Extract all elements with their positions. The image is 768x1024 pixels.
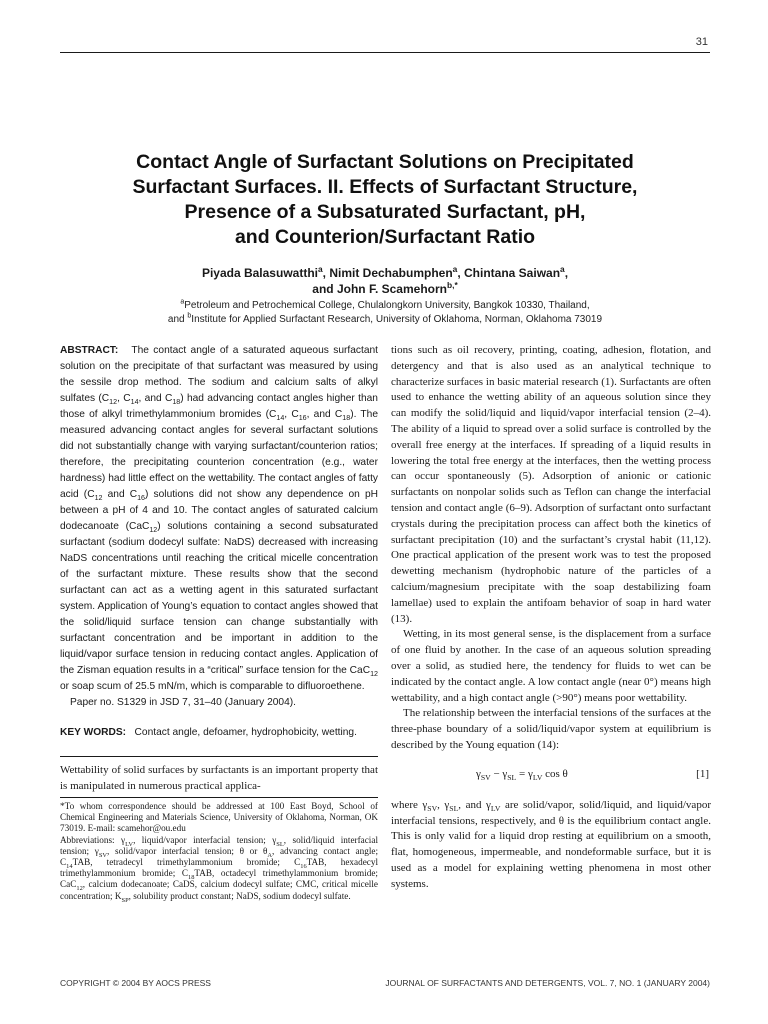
abbreviations-footnote: Abbreviations: $\gamma_{LV}$, liquid/vapor interfacial tension; $\gamma_{SL}$, solid/liquid interfacial tension; $\gamma_{SV}$, solid/vapor interfacial tension; θ or $\theta_A$, advancing contact angle; $C_{14}TAB$, tetradecyl trimethylammonium bromide; $C_{16}TAB$, hexadecyl trimethylammonium bromide; $C_{18}TAB$, octadecyl trimethylammonium bromide; CaC$_{12}$, calcium dodecanoate; CaDS, calcium dodecyl sulfate; CMC, critical micelle concentration; $K_{SP}$, solubility product constant; NaDS, sodium dodecyl sulfate.: [60, 834, 379, 904]
body-paragraph: The relationship between the interfacial tensions of the surfaces at the three-phase boundary of a solid/liquid/vapor system at equilibrium is described by the Young equation (14):: [391, 707, 711, 751]
correspondence-footnote: *To whom correspondence should be addressed at 100 East Boyd, School of Chemical Engineering and Materials Science, University of Oklahoma, Norman, OK 73019. E-mail: scamehor@ou.edu: [60, 801, 378, 834]
intro-paragraph: Wettability of solid surfaces by surfactants is an important property that is manipulated in numerous practical applica-: [60, 764, 378, 792]
article-title: [60, 150, 710, 250]
equation-number: [1]: [696, 767, 709, 780]
section-rule: [60, 756, 378, 757]
paper-number: Paper no. S1329 in JSD 7, 31–40 (January 2004).: [70, 697, 296, 708]
footer-journal: JOURNAL OF SURFACTANTS AND DETERGENTS, VOL. 7, NO. 1 (JANUARY 2004): [385, 978, 710, 988]
page-number: 31: [695, 36, 708, 48]
footer-copyright: COPYRIGHT © 2004 BY AOCS PRESS: [60, 978, 211, 988]
header-rule: [60, 52, 710, 53]
abstract-label: ABSTRACT:: [60, 345, 119, 356]
right-column: [391, 343, 711, 893]
author: , Chintana Saiwan: [457, 266, 561, 280]
title-line: Contact Angle of Surfactant Solutions on Precipitated: [136, 151, 634, 173]
keywords-label: KEY WORDS:: [60, 727, 127, 738]
author: Piyada Balasuwatthi: [201, 266, 318, 280]
title-line: and Counterion/Surfactant Ratio: [234, 226, 536, 248]
title-line: Surfactant Surfaces. II. Effects of Surfactant Structure,: [132, 176, 638, 198]
author: , Nimit Dechabumphen: [322, 266, 453, 280]
affiliations: $^a$Petroleum and Petrochemical College, Chulalongkorn University, Bangkok 10330, Thailand, and $^b$Institute for Applied Surfactant Research, University of Oklahoma, Norman, Oklahoma 73019: [167, 298, 603, 325]
body-paragraph: Wetting, in its most general sense, is the displacement from a surface of one fluid by another. In the case of an aqueous solution spreading over a solid, as studied here, the tendency for fluids to wet can be indicated by the contact angle. A low contact angle (near 0°) means high wettability, and a high contact angle (>90°) means poor wettability.: [391, 628, 711, 704]
body-paragraph: where $\gamma_{SV}$, $\gamma_{SL}$, and $\gamma_{LV}$ are solid/vapor, solid/liquid, and liquid/vapor interfacial tensions, respectively, and θ is the equilibrium contact angle. This is only valid for a liquid drop resting at equilibrium on a smooth, flat, homogeneous, impermeable, and nondeformable surface, but it is used as a model for explaining wetting phenomena in most other systems.: [391, 798, 711, 890]
keywords: KEY WORDS: Contact angle, defoamer, hydrophobicity, wetting.: [60, 727, 357, 738]
left-column: [60, 343, 378, 902]
title-line: Presence of a Subsaturated Surfactant, pH,: [184, 201, 586, 223]
body-paragraph: tions such as oil recovery, printing, coating, adhesion, flotation, and detergency and that is also used as an analytical technique to characterize surfaces in basic material research (1). Surfactants are often used to enhance the wetting ability of an aqueous solution since they can modify the solid/liquid and liquid/vapor interfacial tension (2–4). The ability of a liquid to spread over a solid surface is controlled by the overall free energy at the interfaces. If spreading of a liquid results in lowering the total free energy at the interfaces, then the wetting process can occur spontaneously (5). Adsorption of anionic or cationic surfactants on nonpolar solids such as Teflon can change the interfacial tension and contact angle (6–9). Adsorption of surfactant onto surfactant crystals during the precipitation process can affect both the kinetics of surfactant precipitation (10) and the surfactant’s crystal habit (11,12). One practical application of the present work was to test the proposed dewetting mechanism (hydrophobic nature of the particles of a calcium/magnesium precipitate with the soap destabilizing foam lamellae) used to explain the antifoam behavior of soap in hard water (13).: [391, 344, 711, 625]
author: and John F. Scamehorn: [312, 282, 447, 296]
author-list: Piyada Balasuwatthi$^a$, Nimit Dechabumphen$^a$, Chintana Saiwan$^a$, and John F. Scamehorn$^{b,*}$: [201, 264, 569, 296]
young-equation: $\gamma_{SV} - \gamma_{SL} = \gamma_{LV}$ cos θ [1]: [476, 767, 709, 782]
abstract: ABSTRACT: The contact angle of a saturated aqueous surfactant solution on the precipitate of that surfactant was measured by using the sessile drop method. The sodium and calcium salts of alkyl sulfates ($C_{12}$, $C_{14}$, and $C_{18}$) had advancing contact angles higher than those of alkyl trimethylammonium bromides ($C_{14}$, $C_{16}$, and $C_{18}$). The measured advancing contact angles for several surfactant solutions did not substantially change with varying surfactant/counterion ratios; therefore, the precipitating counterion concentration (e.g., water hardness) had little effect on the wettability. The contact angles of fatty acid ($C_{12}$ and $C_{16}$) solutions did not show any dependence on pH between a pH of 4 and 10. The contact angles of saturated calcium dodecanoate (CaC$_{12}$) solutions containing a second subsaturated surfactant (sodium dodecyl sulfate: NaDS) decreased with increasing NaDS concentrations until reaching the critical micelle concentration of the surfactant mixture. These results show that the second surfactant can act as a wetting agent in this saturated surfactant system. Application of Young’s equation to contact angles showed that the solid/liquid surface tension can change substantially with surfactant concentration and be important in addition to the liquid/vapor surface tension in reducing contact angles. Application of the Zisman equation results in a “critical” surface tension for the CaC$_{12}$ or soap scum of 25.5 mN/m, which is comparable to difluoroethene.: [60, 345, 378, 692]
footnote-rule: [60, 797, 378, 798]
